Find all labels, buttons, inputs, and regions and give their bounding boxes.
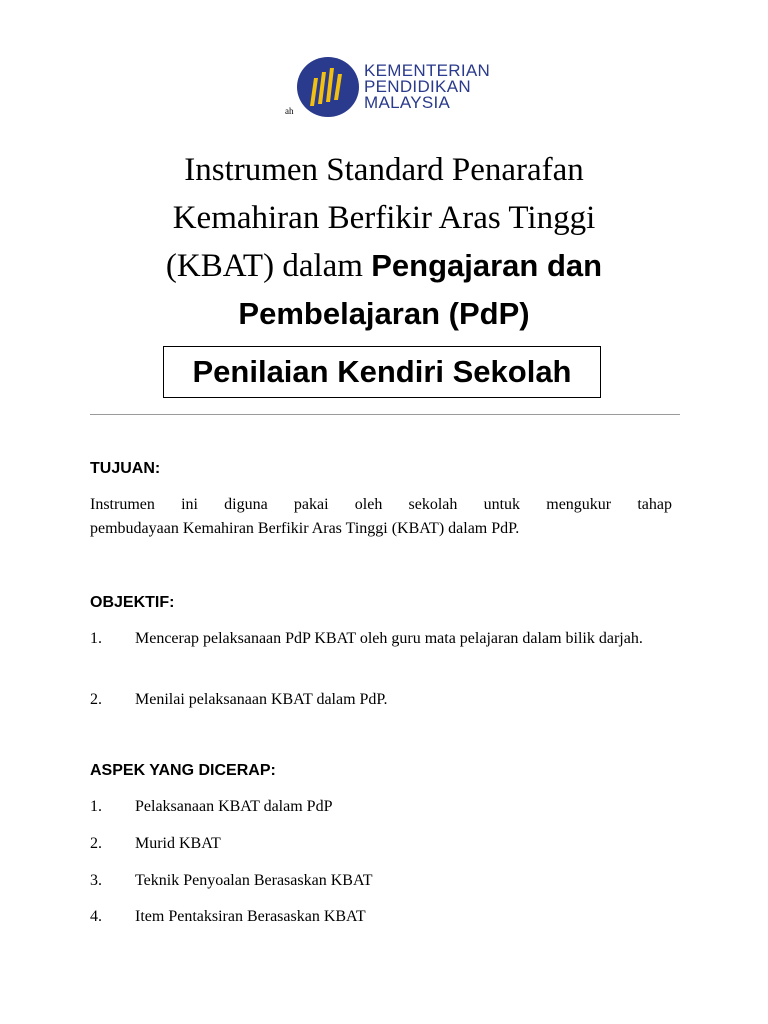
objektif-heading: OBJEKTIF: xyxy=(90,594,175,611)
aspek-heading: ASPEK YANG DICERAP: xyxy=(90,762,276,779)
logo-line-3: MALAYSIA xyxy=(364,93,451,112)
divider xyxy=(90,414,680,415)
list-number: 1. xyxy=(90,630,102,647)
stray-text: ah xyxy=(285,106,294,116)
list-number: 1. xyxy=(90,798,102,815)
ministry-name xyxy=(364,63,490,111)
title-line-2: Kemahiran Berfikir Aras Tinggi xyxy=(172,200,596,236)
self-assessment-box: Penilaian Kendiri Sekolah xyxy=(163,346,601,398)
logo-line-2: PENDIDIKAN xyxy=(364,77,471,96)
tujuan-paragraph xyxy=(90,493,672,541)
title-line-3-serif: (KBAT) dalam xyxy=(165,248,372,284)
title-line-1: Instrumen Standard Penarafan xyxy=(184,152,584,188)
tujuan-heading: TUJUAN: xyxy=(90,460,161,477)
tujuan-line-2: pembudayaan Kemahiran Berfikir Aras Tinggi (KBAT) dalam PdP. xyxy=(90,520,520,537)
tujuan-line-1: Instrumen ini diguna pakai oleh sekolah untuk mengukur tahap xyxy=(90,496,672,513)
list-text: Murid KBAT xyxy=(135,835,221,852)
title-line-4 xyxy=(0,290,768,338)
list-text: Item Pentaksiran Berasaskan KBAT xyxy=(135,908,366,925)
list-text: Teknik Penyoalan Berasaskan KBAT xyxy=(135,872,373,889)
list-number: 3. xyxy=(90,872,102,889)
list-text: Mencerap pelaksanaan PdP KBAT oleh guru mata pelajaran dalam bilik darjah. xyxy=(135,630,643,647)
list-number: 4. xyxy=(90,908,102,925)
title-line-4-text: Pembelajaran (PdP) xyxy=(238,296,530,331)
ministry-emblem-icon xyxy=(296,56,360,118)
list-number: 2. xyxy=(90,835,102,852)
list-text: Menilai pelaksanaan KBAT dalam PdP. xyxy=(135,691,388,708)
list-number: 2. xyxy=(90,691,102,708)
logo-line-1: KEMENTERIAN xyxy=(364,61,491,80)
title-line-3 xyxy=(0,242,768,290)
ministry-logo xyxy=(296,56,506,120)
list-text: Pelaksanaan KBAT dalam PdP xyxy=(135,798,333,815)
title-line-3-sans: Pengajaran dan xyxy=(371,248,603,283)
